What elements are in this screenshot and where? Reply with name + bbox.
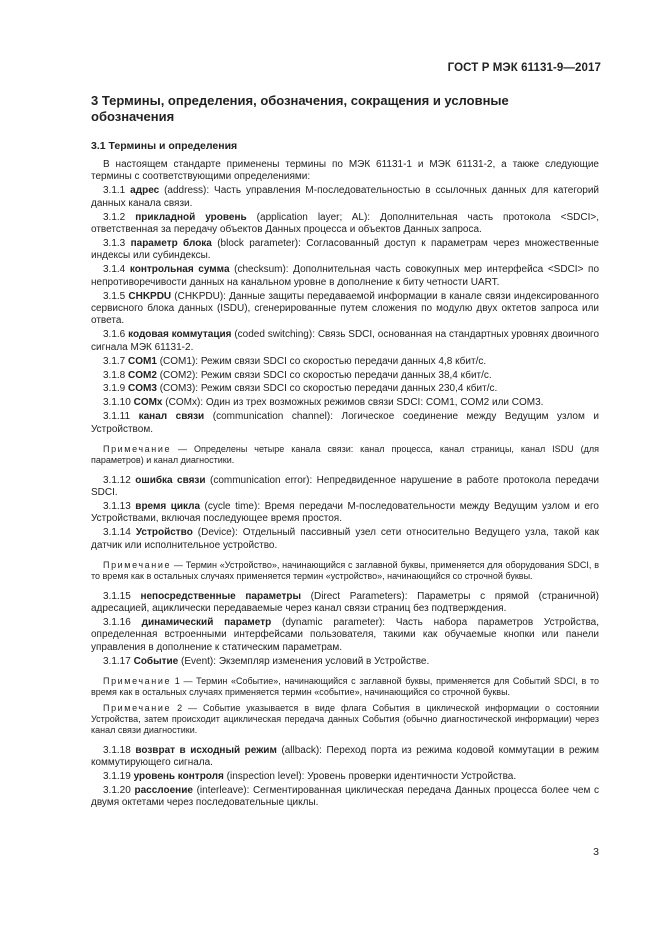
term-name: COM3 [128, 383, 157, 395]
term-number: 3.1.2 [103, 211, 126, 223]
term-name: COMx [133, 397, 163, 409]
subsection-title: 3.1 Термины и определения [91, 140, 238, 152]
term-name: CHKPDU [128, 290, 172, 302]
term-number: 3.1.6 [103, 329, 126, 341]
term-name: время цикла [135, 500, 201, 512]
term-entry [91, 475, 599, 500]
term-definition: (inspection level): Уровень проверки идентичности Устройства. [223, 770, 517, 782]
term-entry [91, 370, 599, 382]
note-label: Примечание [103, 676, 172, 687]
term-definition: (CHKPDU): Данные защиты передаваемой информации в канале связи индексированного сервисного блока данных (ISDU), сгенерированные путем сложения по модулю двух октетов запроса или ответа. [91, 290, 599, 327]
term-name: канал связи [138, 411, 205, 423]
note-1 [91, 444, 599, 467]
term-name: параметр блока [130, 237, 212, 249]
content [91, 93, 599, 810]
term-definition: (Device): Отдельный пассивный узел сети относительно Ведущего узла, такой как датчик или исполнительное устройство. [91, 527, 599, 551]
term-number: 3.1.1 [103, 185, 126, 197]
term-definition: (COM1): Режим связи SDCI со скоростью передачи данных 4,8 кбит/с. [156, 355, 487, 367]
terms-block-2 [91, 475, 599, 552]
term-number: 3.1.17 [103, 655, 131, 667]
note-3 [91, 676, 599, 699]
term-number: 3.1.15 [103, 590, 131, 602]
term-number: 3.1.9 [103, 383, 126, 395]
term-entry [91, 291, 599, 328]
note-text: — Термин «Устройство», начинающийся с заглавной буквы, применяется для оборудования SDCI, в то время как в остальных случаях применяется термин «устройство», начинающийся со строчной буквы. [91, 560, 599, 582]
term-name: контрольная сумма [129, 264, 230, 276]
term-definition: (communication channel): Логическое соединение между Ведущим узлом и Устройством. [91, 411, 599, 435]
term-number: 3.1.14 [103, 527, 131, 539]
term-entry [91, 264, 599, 289]
term-definition: (cycle time): Время передачи М-последовательности между Ведущим узлом и его Устройствами, включая последующее время простоя. [91, 500, 599, 525]
term-name: прикладной уровень [135, 211, 247, 223]
term-name: Событие [133, 655, 179, 667]
term-definition: (Event): Экземпляр изменения условий в Устройстве. [178, 655, 430, 667]
term-number: 3.1.19 [103, 770, 131, 782]
term-entry [91, 329, 599, 354]
term-definition: (coded switching): Связь SDCI, основанная на стандартных уровнях двоичного сигнала МЭК 61131-2. [91, 329, 600, 353]
term-name: кодовая коммутация [128, 329, 232, 341]
term-number: 3.1.13 [103, 500, 131, 512]
note-2 [91, 560, 599, 583]
term-number: 3.1.5 [103, 290, 126, 302]
term-name: возврат в исходный режим [135, 744, 277, 756]
term-name: COM1 [128, 355, 157, 367]
term-name: COM2 [128, 369, 157, 381]
term-definition: (communication error): Непредвиденное нарушение в работе протокола передачи SDCI. [91, 474, 599, 499]
term-name: динамический параметр [141, 616, 272, 628]
term-number: 3.1.20 [103, 784, 131, 796]
term-entry [91, 527, 599, 552]
term-definition: (address): Часть управления М-последовательностью в ссылочных данных для категорий данных канала связи. [91, 185, 599, 209]
note-number: 1 [171, 676, 180, 687]
term-entry [91, 656, 599, 668]
term-number: 3.1.18 [103, 744, 131, 756]
terms-block-1 [91, 185, 599, 436]
term-definition: (application layer; AL): Дополнительная часть протокола <SDCI>, ответственная за передачу объектов Данных процесса и объектов Данных запроса. [91, 211, 599, 236]
term-definition: (COM3): Режим связи SDCI со скоростью передачи данных 230,4 кбит/с. [156, 383, 498, 395]
note-text: — Событие указывается в виде флага События в циклической информации о состоянии Устройства, затем происходит ациклическая передача данных События (обычно диагностической информации) через канал связи диагностики. [91, 702, 599, 736]
term-entry [91, 745, 599, 770]
term-entry [91, 411, 599, 436]
term-number: 3.1.10 [103, 397, 131, 409]
term-number: 3.1.3 [103, 237, 126, 249]
term-number: 3.1.7 [103, 355, 126, 367]
term-entry [91, 383, 599, 395]
terms-block-3 [91, 591, 599, 668]
term-definition: (checksum): Дополнительная часть совокупных мер интерфейса <SDCI> по непротиворечивости данных на канальном уровне в дополнение к биту четности UART. [91, 264, 599, 288]
term-entry [91, 185, 599, 210]
page-number: 3 [593, 846, 599, 858]
note-text: — Определены четыре канала связи: канал процесса, канал страницы, канал ISDU (для параметров) и канал диагностики. [91, 444, 599, 466]
note-label: Примечание [103, 560, 172, 571]
term-name: Устройство [135, 527, 193, 539]
standard-header: ГОСТ Р МЭК 61131-9—2017 [447, 62, 601, 74]
term-number: 3.1.4 [103, 264, 126, 276]
term-entry [91, 785, 599, 810]
term-name: адрес [130, 185, 160, 197]
term-definition: (block parameter): Согласованный доступ к параметрам через множественные индексы или субиндексы. [91, 237, 599, 262]
term-entry [91, 617, 599, 654]
term-definition: (interleave): Сегментированная циклическая передача Данных процесса более чем с двумя октетами через последовательные циклы. [91, 784, 599, 809]
intro-text: В настоящем стандарте применены термины по МЭК 61131-1 и МЭК 61131-2, а также следующие термины с соответствующими определениями: [91, 159, 599, 183]
term-entry [91, 356, 599, 368]
intro-paragraph [91, 159, 599, 184]
note-label: Примечание [103, 444, 172, 455]
term-name: расслоение [134, 784, 193, 796]
term-definition: (Direct Parameters): Параметры с прямой (страничной) адресацией, ациклически передаваемые через канал связи страниц без подтверждения. [91, 590, 599, 615]
term-definition: (COM2): Режим связи SDCI со скоростью передачи данных 38,4 кбит/с. [156, 369, 492, 381]
term-entry [91, 771, 599, 783]
term-name: непосредственные параметры [140, 590, 302, 602]
term-definition: (allback): Переход порта из режима кодовой коммутации в режим коммутирующего сигнала. [91, 744, 599, 768]
term-entry [91, 238, 599, 263]
note-4 [91, 703, 599, 737]
term-name: уровень контроля [133, 770, 224, 782]
terms-block-4 [91, 745, 599, 810]
term-definition: (COMx): Один из трех возможных режимов связи SDCI: COM1, COM2 или COM3. [162, 397, 544, 409]
term-entry [91, 212, 599, 237]
term-number: 3.1.12 [103, 474, 131, 486]
note-text: — Термин «Событие», начинающийся с заглавной буквы, применяется для Событий SDCI, в то время как в остальных случаях применяется термин «событие», начинающийся со строчной буквы. [91, 676, 599, 698]
term-number: 3.1.11 [103, 411, 131, 423]
term-entry [91, 397, 599, 409]
term-definition: (dynamic parameter): Часть набора параметров Устройства, определенная встроенными интерфейсами пользователя, такими как обучаемые кнопки или панели управления в дополнение к статическим параметрам. [91, 616, 600, 653]
term-number: 3.1.8 [103, 369, 126, 381]
term-number: 3.1.16 [103, 616, 131, 628]
term-entry [91, 501, 599, 526]
term-entry [91, 591, 599, 616]
note-label: Примечание [103, 702, 172, 713]
note-number: 2 [171, 702, 183, 713]
section-title: 3 Термины, определения, обозначения, сокращения и условные обозначения [91, 93, 509, 124]
term-name: ошибка связи [135, 474, 206, 486]
